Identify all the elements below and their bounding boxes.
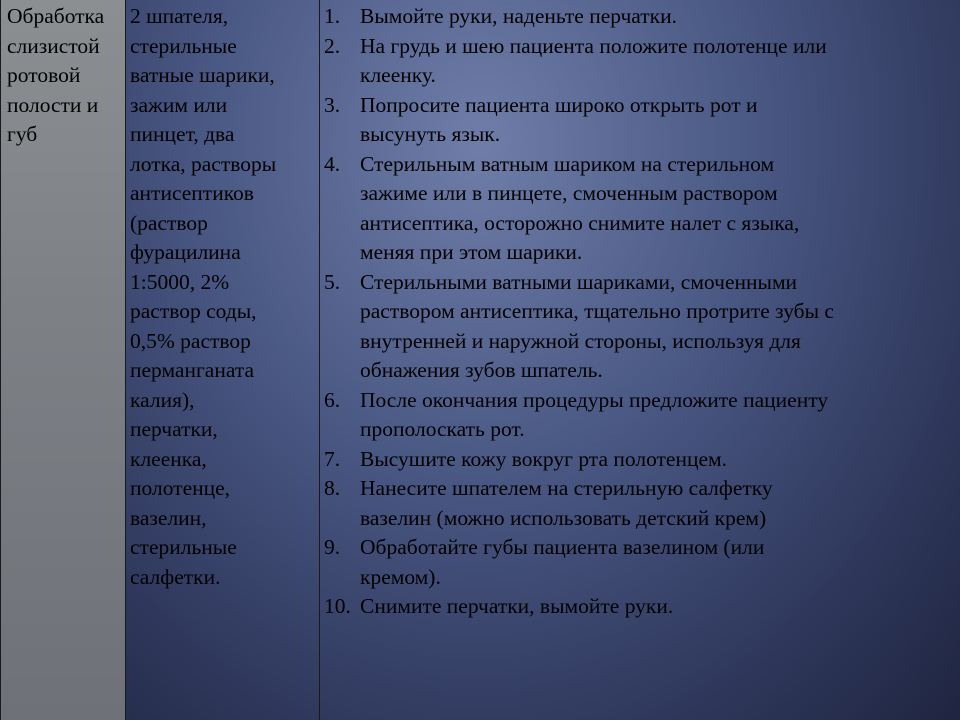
steps-list [320,2,956,622]
step-text-line: внутренней и наружной стороны, используя для [360,328,801,353]
equipment-line: фурацилина [130,240,241,264]
equipment-line: полотенце, [130,476,231,500]
step-number: 4. [324,151,341,176]
equipment-line: перчатки, [130,417,218,441]
step-number: 6. [324,387,341,412]
step-item [320,91,956,150]
step-text-line: Вымойте руки, наденьте перчатки. [360,4,677,28]
step-text [360,445,956,475]
procedure-name-line: ротовой [7,63,81,87]
step-text [360,386,956,445]
step-item [320,445,956,475]
procedure-name [7,2,125,150]
equipment-line: стерильные [130,535,237,559]
procedure-name-cell [0,0,126,720]
step-number: 2. [324,33,341,58]
step-text-line: зажиме или в пинцете, смоченным раствором [360,181,778,205]
step-text-line: меняя при этом шарики. [360,240,583,264]
step-text-line: вазелин (можно использовать детский крем) [360,505,767,530]
step-text-line: Стерильным ватным шариком на стерильном [360,151,775,176]
step-text-line: Нанесите шпателем на стерильную салфетку [360,476,773,500]
step-item [320,592,956,622]
procedure-name-line: губ [7,122,38,146]
step-item [320,150,956,268]
equipment-line: калия), [130,387,195,412]
step-text [360,533,956,592]
equipment-line: 0,5% раствор [130,328,251,353]
step-text-line: высунуть язык. [360,122,501,146]
step-item [320,474,956,533]
equipment-line: салфетки. [130,564,221,589]
equipment-line: перманганата [130,358,255,382]
step-text [360,150,956,268]
step-text [360,474,956,533]
step-text-line: раствором антисептика, тщательно протрите зубы с [360,299,834,323]
step-text-line: Стерильными ватными шариками, смоченными [360,269,798,294]
step-number: 9. [324,535,341,559]
step-text-line: Снимите перчатки, вымойте руки. [360,594,674,618]
step-text-line: клеенку. [360,63,436,87]
equipment-line: 2 шпателя, [130,4,229,28]
equipment-line: лотка, растворы [130,151,277,176]
equipment-line: 1:5000, 2% [130,269,230,294]
step-text-line: обнажения зубов шпатель. [360,358,603,382]
equipment-line: пинцет, два [130,122,235,146]
equipment-line: (раствор [130,210,208,235]
equipment-line: стерильные [130,33,237,58]
step-number: 1. [324,4,341,28]
step-number: 10. [324,594,351,618]
step-number: 5. [324,269,341,294]
steps-cell [320,0,960,720]
step-text-line: Попросите пациента широко открыть рот и [360,92,758,117]
step-number: 7. [324,446,341,471]
procedure-name-line: слизистой [7,33,100,58]
equipment-line: антисептиков [130,181,254,205]
procedure-name-line: Обработка [7,4,105,28]
step-number: 3. [324,92,341,117]
step-text-line: антисептика, осторожно снимите налет с языка, [360,210,800,235]
equipment-line: зажим или [130,92,228,117]
step-text-line: На грудь и шею пациента положите полотенце или [360,33,827,58]
step-item [320,386,956,445]
step-item [320,32,956,91]
equipment-list [130,2,318,592]
procedure-name-line: полости и [7,92,99,117]
equipment-cell [126,0,320,720]
step-text-line: Высушите кожу вокруг рта полотенцем. [360,446,728,471]
step-text-line: После окончания процедуры предложите пациенту [360,387,829,412]
step-item [320,533,956,592]
step-text-line: Обработайте губы пациента вазелином (или [360,535,765,559]
step-item [320,268,956,386]
equipment-line: клеенка, [130,446,207,471]
step-text [360,91,956,150]
step-text [360,268,956,386]
step-number: 8. [324,476,341,500]
step-text [360,32,956,91]
step-text [360,592,956,622]
step-text-line: прополоскать рот. [360,417,525,441]
equipment-line: раствор соды, [130,299,257,323]
equipment-line: ватные шарики, [130,63,275,87]
step-text-line: кремом). [360,564,441,589]
step-item [320,2,956,32]
equipment-line: вазелин, [130,505,207,530]
step-text [360,2,956,32]
